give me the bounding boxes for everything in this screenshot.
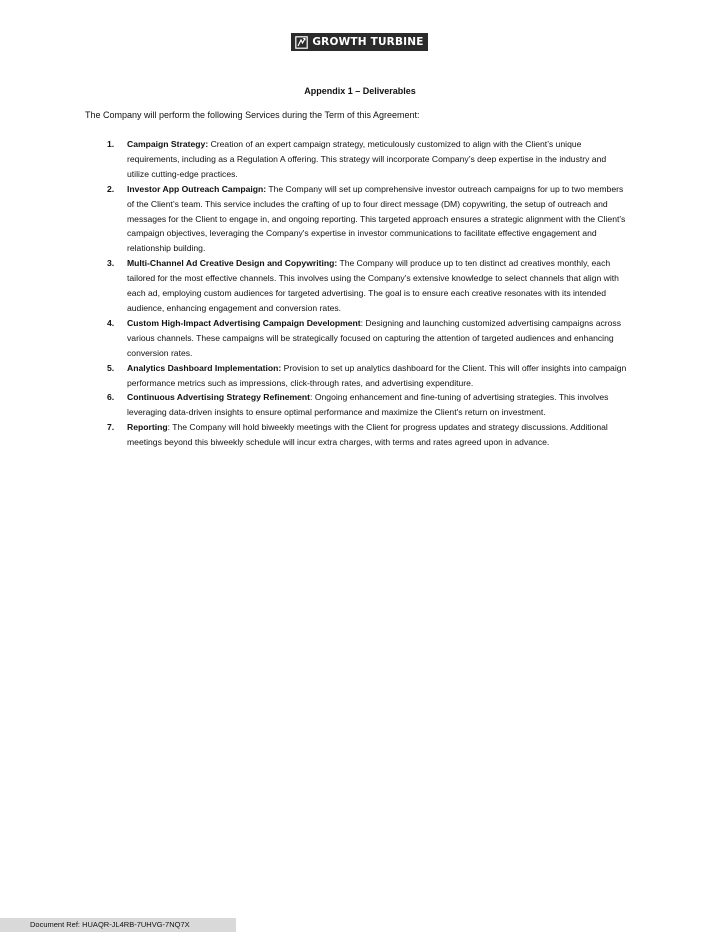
list-item: [85, 420, 630, 450]
list-item: [85, 316, 630, 361]
list-item-label: Campaign Strategy:: [127, 139, 209, 149]
list-item-text: Creation of an expert campaign strategy, meticulously customized to align with the Client’s unique requirements, including as a Regulation A offering. This strategy will incorporate Company’s deep expertise in the industry and utilize cutting-edge practices.: [127, 139, 607, 179]
list-item: [85, 390, 630, 420]
deliverables-list: [85, 137, 630, 450]
brand-logo: [291, 33, 428, 51]
list-item-label: Reporting: [127, 422, 168, 433]
list-item: [85, 361, 630, 391]
list-item-number: 4.: [107, 317, 115, 328]
page-title: Appendix 1 – Deliverables: [304, 86, 416, 96]
list-item-text: : Designing and launching customized advertising campaigns across various channels. These campaigns will be strategically focused on capturing the attention of targeted audiences and enhancing conversion rates.: [127, 317, 621, 358]
list-item-label: Custom High-Impact Advertising Campaign Development: [127, 317, 361, 328]
list-item-number: 3.: [107, 258, 115, 269]
list-item: [85, 182, 630, 257]
list-item-number: 6.: [107, 392, 115, 403]
list-item-number: 7.: [107, 422, 115, 433]
list-item-label: Investor App Outreach Campaign:: [127, 183, 267, 194]
list-item: [85, 256, 630, 316]
list-item-number: 2.: [107, 183, 115, 194]
list-item-number: 5.: [107, 362, 115, 373]
list-item-text: Provision to set up analytics dashboard for the Client. This will offer insights into campaign performance metrics such as impressions, click-through rates, and advertising expenditure.: [127, 362, 627, 388]
list-item-label: Analytics Dashboard Implementation:: [127, 362, 282, 373]
list-item-label: Continuous Advertising Strategy Refinement: [127, 392, 311, 403]
intro-paragraph: The Company will perform the following Services during the Term of this Agreement:: [85, 110, 420, 120]
list-item-text: The Company will produce up to ten distinct ad creatives monthly, each tailored for the most effective channels. This involves using the Company's extensive knowledge to select channels that align with each ad, employing custom audiences for targeted advertising. The goal is to ensure each creative resonates with its intended audience, enhancing engagement and conversion rates.: [127, 258, 619, 313]
document-reference: Document Ref: HUAQR-JL4RB-7UHVG-7NQ7X: [0, 918, 236, 932]
list-item: [85, 137, 630, 182]
turbine-logo-icon: [295, 36, 308, 49]
list-item-label: Multi-Channel Ad Creative Design and Copywriting:: [127, 258, 338, 269]
list-item-text: : The Company will hold biweekly meetings with the Client for progress updates and strategy discussions. Additional meetings beyond this biweekly schedule will incur extra charges, with terms and rates agreed upon in advance.: [127, 422, 608, 448]
brand-logo-text: GROWTH TURBINE: [312, 36, 424, 48]
list-item-number: 1.: [107, 139, 115, 149]
list-item-text: The Company will set up comprehensive investor outreach campaigns for up to two members of the Client’s team. This service includes the crafting of up to four direct message (DM) copywriting, the setup of outreach and messages for the Client to engage in, and ongoing reporting. This targeted approach ensures a strategic alignment with the Client's campaign objectives, leveraging the Company's expertise in investor communications to facilitate effective engagement and relationship building.: [127, 183, 626, 254]
list-item-text: : Ongoing enhancement and fine-tuning of advertising strategies. This involves leveraging data-driven insights to ensure optimal performance and maximize the Client's return on investment.: [127, 392, 609, 418]
